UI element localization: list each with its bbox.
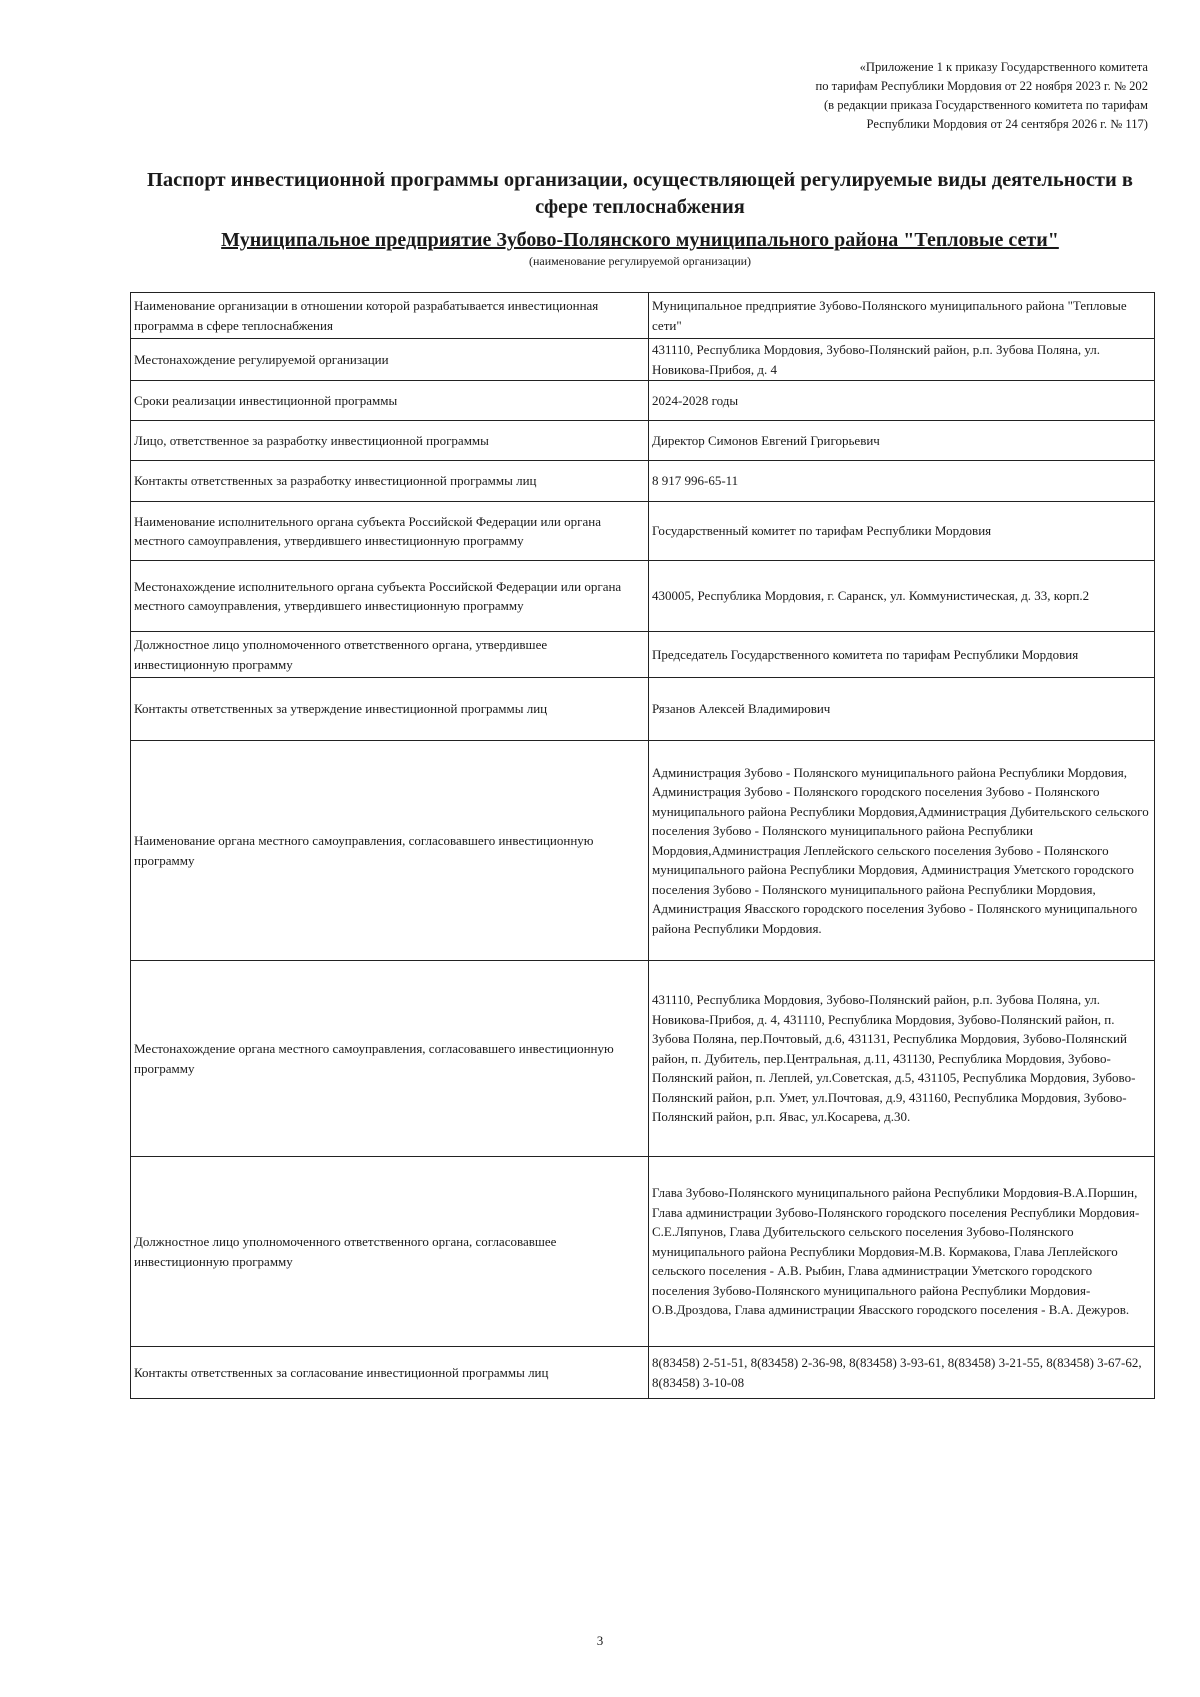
row-value: Муниципальное предприятие Зубово-Полянского муниципального района "Тепловые сети" [649,293,1155,339]
row-label: Должностное лицо уполномоченного ответственного органа, согласовавшее инвестиционную программу [131,1157,649,1347]
table-row [131,741,1155,961]
table-row [131,502,1155,561]
row-label: Сроки реализации инвестиционной программы [131,381,649,421]
table-row [131,1157,1155,1347]
organization-name: Муниципальное предприятие Зубово-Полянского муниципального района "Тепловые сети" [221,229,1059,251]
row-value: Администрация Зубово - Полянского муниципального района Республики Мордовия, Администрация Зубово - Полянского городского поселения Зубово - Полянского муниципального района Республики Мордовия,Администрация Дубительского сельского поселения Зубово - Полянского муниципального района Республики Мордовия,Администрация Леплейского сельского поселения Зубово - Полянского муниципального района Республики Мордовия, Администрация Уметского городского поселения Зубово - Полянского муниципального района Республики Мордовия, Администрация Явасского городского поселения Зубово - Полянского муниципального района Республики Мордовия. [649,741,1155,961]
document-title: Паспорт инвестиционной программы организации, осуществляющей регулируемые виды деятельности в сфере теплоснабжения [146,169,1134,218]
table-row [131,961,1155,1157]
row-value: 8(83458) 2-51-51, 8(83458) 2-36-98, 8(83458) 3-93-61, 8(83458) 3-21-55, 8(83458) 3-67-62, 8(83458) 3-10-08 [649,1347,1155,1399]
row-value: Рязанов Алексей Владимирович [649,678,1155,741]
table-row [131,632,1155,678]
row-label: Наименование организации в отношении которой разрабатывается инвестиционная программа в сфере теплоснабжения [131,293,649,339]
passport-table [130,292,1155,1399]
row-label: Должностное лицо уполномоченного ответственного органа, утвердившее инвестиционную программу [131,632,649,678]
row-label: Лицо, ответственное за разработку инвестиционной программы [131,421,649,461]
row-label: Местонахождение регулируемой организации [131,339,649,381]
appendix-note [628,58,1148,134]
row-value: 8 917 996-65-11 [649,461,1155,502]
table-row [131,461,1155,502]
row-value: Директор Симонов Евгений Григорьевич [649,421,1155,461]
row-label: Контакты ответственных за согласование инвестиционной программы лиц [131,1347,649,1399]
row-value: 430005, Республика Мордовия, г. Саранск, ул. Коммунистическая, д. 33, корп.2 [649,561,1155,632]
row-label: Местонахождение органа местного самоуправления, согласовавшего инвестиционную программу [131,961,649,1157]
table-row [131,1347,1155,1399]
appendix-note-line: «Приложение 1 к приказу Государственного комитета [859,60,1148,74]
page-number: 3 [596,1633,604,1648]
organization-caption: (наименование регулируемой организации) [528,254,752,268]
row-label: Наименование органа местного самоуправления, согласовавшего инвестиционную программу [131,741,649,961]
row-label: Местонахождение исполнительного органа субъекта Российской Федерации или органа местного самоуправления, утвердившего инвестиционную программу [131,561,649,632]
row-value: Государственный комитет по тарифам Республики Мордовия [649,502,1155,561]
appendix-note-line: Республики Мордовия от 24 сентября 2026 г. № 117) [866,117,1148,131]
table-row [131,293,1155,339]
row-label: Контакты ответственных за утверждение инвестиционной программы лиц [131,678,649,741]
row-label: Наименование исполнительного органа субъекта Российской Федерации или органа местного самоуправления, утвердившего инвестиционную программу [131,502,649,561]
table-row [131,339,1155,381]
row-value: 2024-2028 годы [649,381,1155,421]
table-row [131,381,1155,421]
table-row [131,561,1155,632]
appendix-note-line: по тарифам Республики Мордовия от 22 ноября 2023 г. № 202 [815,79,1148,93]
table-row [131,421,1155,461]
table-row [131,678,1155,741]
row-value: Глава Зубово-Полянского муниципального района Республики Мордовия-В.А.Поршин, Глава администрации Зубово-Полянского городского поселения Республики Мордовия-С.Е.Ляпунов, Глава Дубительского сельского поселения Зубово-Полянского муниципального района Республики Мордовия-М.В. Кормакова, Глава Леплейского сельского поселения - А.В. Рыбин, Глава администрации Уметского городского поселения Зубово-Полянского муниципального района Республики Мордовия-О.В.Дроздова, Глава администрации Явасского городского поселения - В.А. Дежуров. [649,1157,1155,1347]
row-label: Контакты ответственных за разработку инвестиционной программы лиц [131,461,649,502]
row-value: Председатель Государственного комитета по тарифам Республики Мордовия [649,632,1155,678]
row-value: 431110, Республика Мордовия, Зубово-Полянский район, р.п. Зубова Поляна, ул. Новикова-Прибоя, д. 4, 431110, Республика Мордовия, Зубово-Полянский район, п. Зубова Поляна, пер.Почтовый, д.6, 431131, Республика Мордовия, Зубово-Полянский район, п. Дубитель, пер.Центральная, д.11, 431130, Республика Мордовия, Зубово-Полянский район, п. Леплей, ул.Советская, д.5, 431105, Республика Мордовия, Зубово-Полянский район, р.п. Умет, ул.Почтовая, д.9, 431160, Республика Мордовия, Зубово-Полянский район, р.п. Явас, ул.Косарева, д.30. [649,961,1155,1157]
row-value: 431110, Республика Мордовия, Зубово-Полянский район, р.п. Зубова Поляна, ул. Новикова-Прибоя, д. 4 [649,339,1155,381]
appendix-note-line: (в редакции приказа Государственного комитета по тарифам [823,98,1148,112]
